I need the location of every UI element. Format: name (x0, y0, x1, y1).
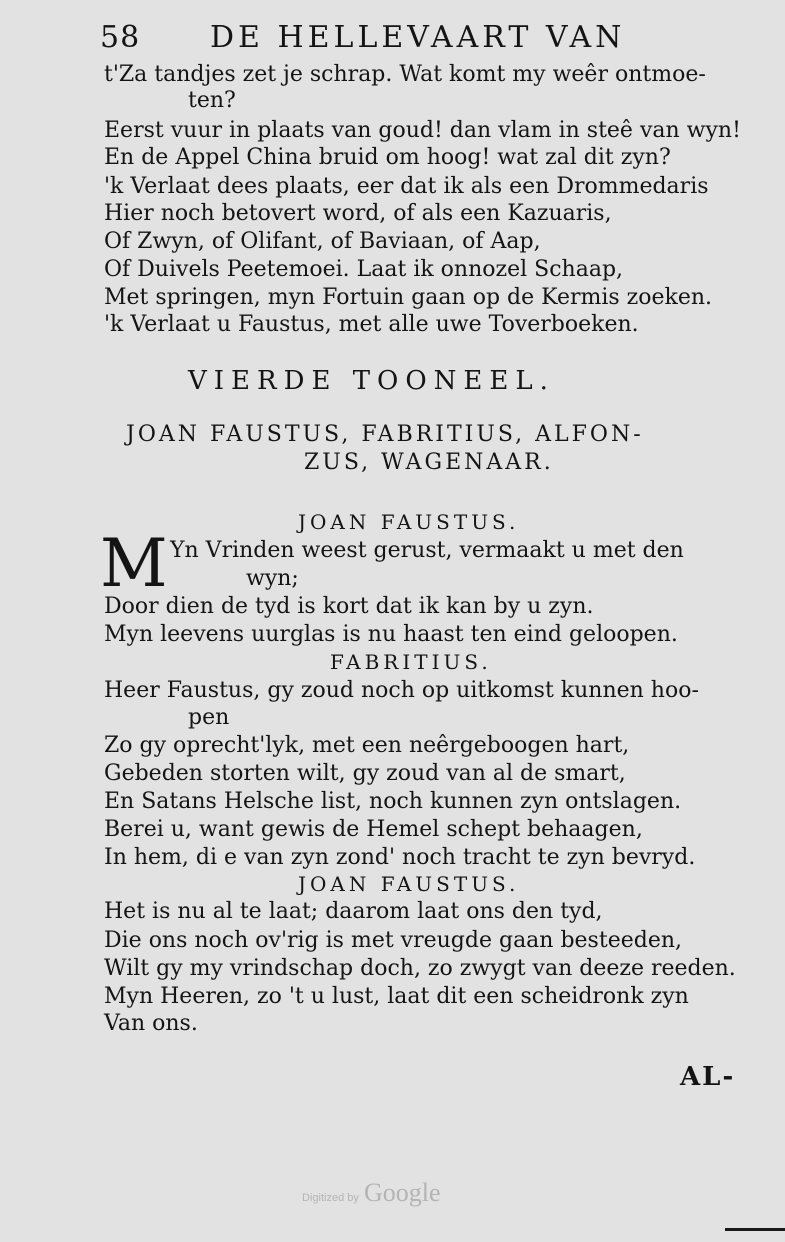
page-number: 58 (100, 20, 141, 55)
digitization-watermark (302, 1178, 441, 1208)
verse-line: 'k Verlaat u Faustus, met alle uwe Toverboeken. (104, 312, 639, 337)
verse-line: t'Za tandjes zet je schrap. Wat komt my weêr ontmoe- (104, 62, 706, 87)
verse-line: Myn leevens uurglas is nu haast ten eind geloopen. (104, 622, 678, 647)
verse-line: En Satans Helsche list, noch kunnen zyn ontslagen. (104, 789, 682, 814)
scene-title: VIERDE TOONEEL. (188, 366, 555, 396)
verse-line: In hem, di e van zyn zond' noch tracht te zyn bevryd. (104, 845, 696, 870)
cast-list: JOAN FAUSTUS, FABRITIUS, ALFON- (126, 422, 644, 447)
verse-line: Het is nu al te laat; daarom laat ons den tyd, (104, 899, 603, 924)
edge-rule (725, 1228, 785, 1231)
verse-line: Van ons. (104, 1011, 198, 1036)
verse-line: Die ons noch ov'rig is met vreugde gaan besteeden, (104, 928, 682, 953)
verse-line: En de Appel China bruid om hoog! wat zal dit zyn? (104, 145, 671, 170)
verse-line: Gebeden storten wilt, gy zoud van al de smart, (104, 761, 626, 786)
cast-list-continued: ZUS, WAGENAAR. (304, 450, 554, 475)
verse-line: Of Zwyn, of Olifant, of Baviaan, of Aap, (104, 229, 541, 254)
verse-line: Berei u, want gewis de Hemel schept behaagen, (104, 817, 643, 842)
watermark-brand: Google (363, 1178, 441, 1207)
verse-line: 'k Verlaat dees plaats, eer dat ik als een Drommedaris (104, 174, 709, 199)
verse-line: Door dien de tyd is kort dat ik kan by u zyn. (104, 594, 594, 619)
watermark-prefix: Digitized by (302, 1192, 359, 1204)
speaker-name: JOAN FAUSTUS. (298, 872, 520, 896)
verse-line: Myn Heeren, zo 't u lust, laat dit een scheidronk zyn (104, 984, 689, 1009)
running-header: DE HELLEVAART VAN (210, 20, 626, 55)
verse-line: Yn Vrinden weest gerust, vermaakt u met den (170, 538, 684, 563)
verse-line: Zo gy oprecht'lyk, met een neêrgeboogen hart, (104, 733, 630, 758)
verse-line: pen (188, 705, 230, 730)
verse-line: Eerst vuur in plaats van goud! dan vlam in steê van wyn! (104, 118, 741, 143)
verse-line: Hier noch betovert word, of als een Kazuaris, (104, 201, 612, 226)
catchword: AL- (680, 1062, 736, 1092)
verse-line: ten? (188, 88, 236, 113)
drop-cap: M (100, 525, 168, 602)
verse-line: Of Duivels Peetemoei. Laat ik onnozel Schaap, (104, 257, 624, 282)
verse-line: Met springen, myn Fortuin gaan op de Kermis zoeken. (104, 285, 713, 310)
verse-line: Wilt gy my vrindschap doch, zo zwygt van deeze reeden. (104, 956, 736, 981)
speaker-name: JOAN FAUSTUS. (298, 510, 520, 534)
speaker-name: FABRITIUS. (330, 650, 492, 674)
verse-line: wyn; (246, 566, 299, 591)
verse-line: Heer Faustus, gy zoud noch op uitkomst kunnen hoo- (104, 678, 699, 703)
